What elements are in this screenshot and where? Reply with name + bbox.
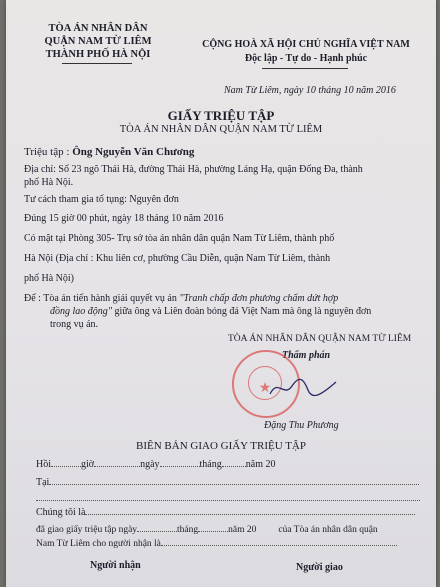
appointment-time: Đúng 15 giờ 00 phút, ngày 18 tháng 10 năm 2016 — [24, 213, 224, 224]
purpose-parties: giữa ông và Liên đoàn bóng đá Việt Nam mà ông là nguyên đơn — [111, 306, 372, 317]
seal-star-icon: ★ — [258, 381, 272, 396]
receipt-row-receiver: Nam Từ Liêm cho người nhận là — [36, 538, 397, 551]
location-line-2: Hà Nội (Địa chỉ : Khu liên cơ, phường Cầu Diễn, quận Nam Từ Liêm, thành — [24, 253, 331, 264]
nation-motto: Độc lập - Tự do - Hạnh phúc — [244, 53, 368, 64]
court-underline — [62, 63, 132, 64]
receipt-blank-line — [36, 500, 420, 501]
summoned-person: Ông Nguyễn Văn Chương — [72, 146, 195, 158]
motto-underline — [262, 68, 348, 69]
purpose-line-3: trong vụ án. — [50, 319, 99, 330]
receipt-row-place: Tại — [36, 476, 419, 489]
document-subtitle: TÒA ÁN NHÂN DÂN QUẬN NAM TỪ LIÊM — [119, 124, 323, 135]
court-line-3: THÀNH PHỐ HÀ NỘI — [45, 49, 151, 60]
court-line-1: TÒA ÁN NHÂN DÂN — [48, 23, 148, 34]
judge-name: Đặng Thu Phương — [264, 420, 339, 431]
location-line-3: phố Hà Nội) — [24, 273, 74, 284]
receipt-row-delivery: đã giao giấy triệu tập ngày tháng năm 20 của Tòa án nhân dân quận — [36, 525, 378, 535]
receipt-row-persons: Chúng tôi là — [36, 506, 415, 519]
summon-line — [24, 146, 194, 158]
receipt-row-time: Hồi giờ ngày tháng năm 20 — [36, 459, 276, 470]
nation-heading — [186, 38, 426, 66]
giver-label: Người giao — [296, 562, 343, 573]
location-line-1: Có mặt tại Phòng 305- Trụ sở tòa án nhân dân quận Nam Từ Liêm, thành phố — [24, 233, 335, 244]
purpose-line-2 — [50, 305, 371, 318]
address-line-1: Địa chỉ: Số 23 ngõ Thái Hà, đường Thái Hà, phường Láng Hạ, quận Đống Đa, thành — [24, 164, 363, 175]
case-name-part-2: đồng lao động" — [50, 306, 112, 317]
document-title: GIẤY TRIỆU TẬP — [167, 108, 275, 123]
judge-signature — [268, 376, 338, 400]
summons-document — [6, 0, 436, 587]
address-line-2: phố Hà Nội. — [24, 177, 74, 188]
signing-court: TÒA ÁN NHÂN DÂN QUẬN NAM TỪ LIÊM — [228, 334, 412, 344]
receiver-label: Người nhận — [90, 560, 141, 571]
case-name-part-1: "Tranh chấp đơn phương chấm dứt hợp — [179, 293, 339, 304]
judge-title: Thẩm phán — [282, 350, 331, 361]
receipt-title: BIÊN BẢN GIAO GIẤY TRIỆU TẬP — [136, 440, 306, 452]
purpose-prefix: Để : Tòa án tiến hành giải quyết vụ án — [24, 293, 180, 304]
nation-line-1: CỘNG HOÀ XÃ HỘI CHỦ NGHĨA VIỆT NAM — [202, 39, 410, 50]
summon-label: Triệu tập : — [24, 146, 73, 158]
purpose-line-1 — [24, 292, 338, 305]
litigation-role: Tư cách tham gia tố tụng: Nguyên đơn — [24, 194, 179, 205]
court-name-block — [28, 22, 168, 61]
issue-date: Nam Từ Liêm, ngày 10 tháng 10 năm 2016 — [224, 85, 396, 96]
court-line-2: QUẬN NAM TỪ LIÊM — [44, 36, 152, 47]
